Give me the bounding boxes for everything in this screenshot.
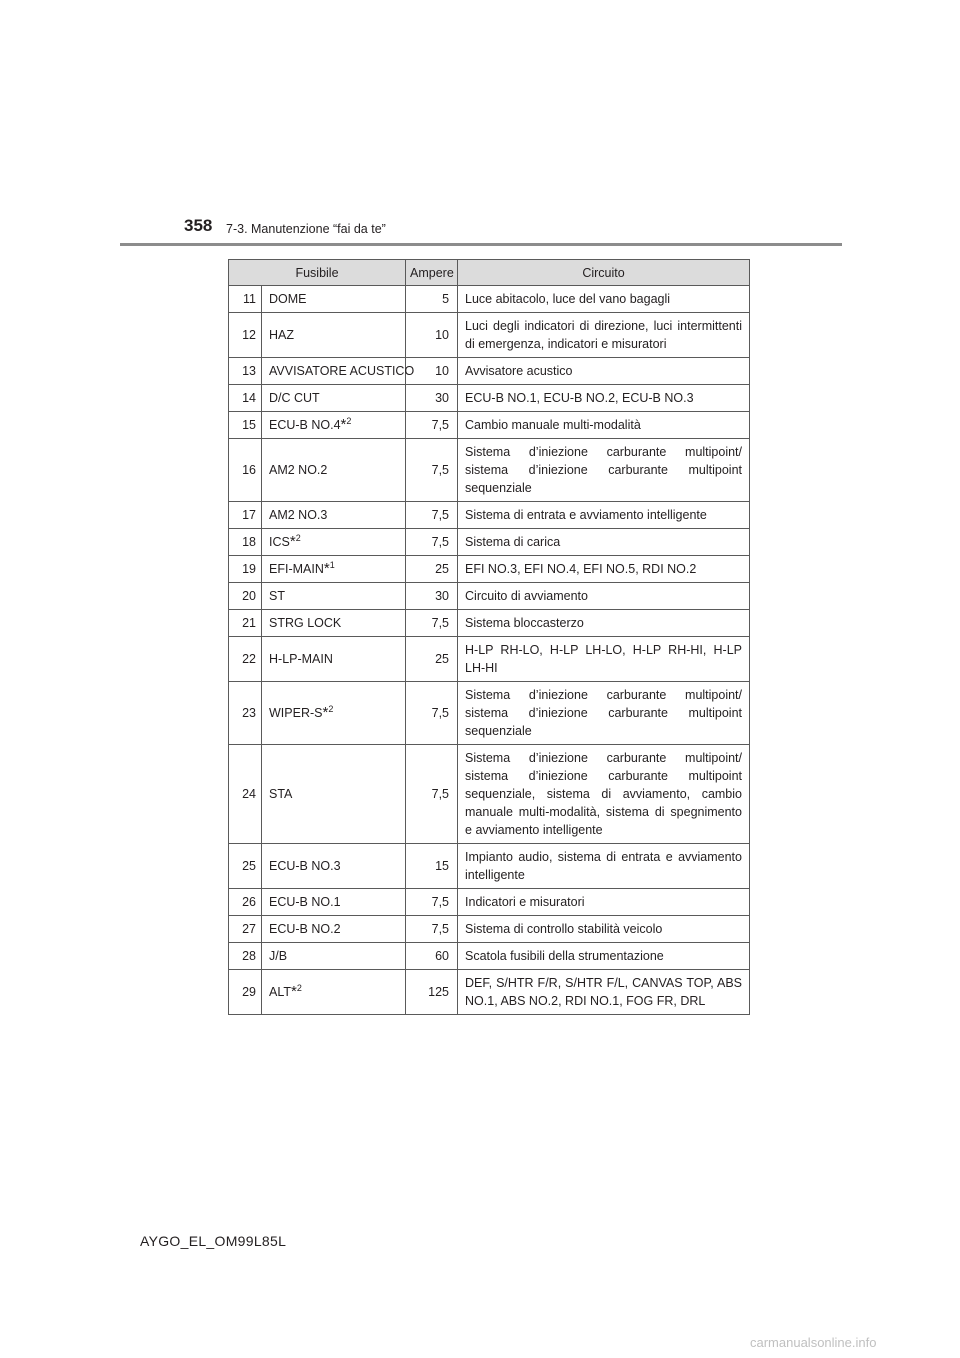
- fuse-ampere: 10: [406, 358, 458, 385]
- fuse-circuit: EFI NO.3, EFI NO.4, EFI NO.5, RDI NO.2: [458, 556, 750, 583]
- table-row: [229, 556, 750, 583]
- fuse-ampere: 25: [406, 556, 458, 583]
- page-number: 358: [184, 216, 213, 235]
- table-row: [229, 970, 750, 1015]
- fuse-name: DOME: [269, 292, 307, 306]
- fuse-name: STA: [269, 787, 293, 801]
- fuse-name-cell: [262, 583, 406, 610]
- fuse-number: 28: [229, 943, 262, 970]
- fuse-ampere: 30: [406, 583, 458, 610]
- table-row: [229, 529, 750, 556]
- fuse-circuit: Impianto audio, sistema di entrata e avviamento intelligente: [458, 844, 750, 889]
- fuse-ampere: 10: [406, 313, 458, 358]
- table-row: [229, 637, 750, 682]
- fuse-ampere: 60: [406, 943, 458, 970]
- fuse-name: ECU-B NO.4: [269, 418, 341, 432]
- fuse-name: ALT: [269, 985, 291, 999]
- table-row: [229, 583, 750, 610]
- fuse-ampere: 7,5: [406, 529, 458, 556]
- fuse-number: 16: [229, 439, 262, 502]
- fuse-circuit: Indicatori e misuratori: [458, 889, 750, 916]
- fuse-name-cell: [262, 970, 406, 1015]
- fuse-number: 11: [229, 286, 262, 313]
- table-row: [229, 313, 750, 358]
- fuse-name: AM2 NO.3: [269, 508, 328, 522]
- table-row: [229, 889, 750, 916]
- table-header-row: [229, 260, 750, 286]
- fuse-circuit: Sistema d’iniezione carburante multipoint/ sistema d’iniezione carburante multipoint sequenziale: [458, 682, 750, 745]
- fuse-ampere: 7,5: [406, 610, 458, 637]
- table-body: [229, 286, 750, 1015]
- fuse-name: J/B: [269, 949, 288, 963]
- table-row: [229, 439, 750, 502]
- fuse-name-cell: [262, 502, 406, 529]
- fuse-circuit: Luce abitacolo, luce del vano bagagli: [458, 286, 750, 313]
- fuse-ampere: 15: [406, 844, 458, 889]
- fuse-ampere: 7,5: [406, 889, 458, 916]
- header-ampere: Ampere: [406, 260, 458, 286]
- fuse-circuit: Sistema d’iniezione carburante multipoint/ sistema d’iniezione carburante multipoint sequenziale, sistema di avviamento, cambio manuale multi-modalità, sistema di spegnimento e avviamento intelligente: [458, 745, 750, 844]
- fuse-circuit: H-LP RH-LO, H-LP LH-LO, H-LP RH-HI, H-LP LH-HI: [458, 637, 750, 682]
- fuse-name-cell: [262, 385, 406, 412]
- fuse-circuit: Sistema di entrata e avviamento intelligente: [458, 502, 750, 529]
- fuse-name-cell: [262, 556, 406, 583]
- fuse-name: ICS: [269, 535, 290, 549]
- fuse-number: 15: [229, 412, 262, 439]
- document-code: AYGO_EL_OM99L85L: [140, 1233, 287, 1249]
- fuse-number: 12: [229, 313, 262, 358]
- fuse-number: 25: [229, 844, 262, 889]
- fuse-circuit: Sistema bloccasterzo: [458, 610, 750, 637]
- fuse-circuit: Sistema di controllo stabilità veicolo: [458, 916, 750, 943]
- table-row: [229, 943, 750, 970]
- fuse-circuit: Avvisatore acustico: [458, 358, 750, 385]
- fuse-ampere: 7,5: [406, 745, 458, 844]
- footnote-star: *: [323, 560, 330, 577]
- fuse-circuit: Sistema d’iniezione carburante multipoint/ sistema d’iniezione carburante multipoint sequenziale: [458, 439, 750, 502]
- fuse-name: D/C CUT: [269, 391, 320, 405]
- fuse-number: 27: [229, 916, 262, 943]
- fuse-ampere: 7,5: [406, 412, 458, 439]
- fuse-ampere: 30: [406, 385, 458, 412]
- fuse-name-cell: [262, 412, 406, 439]
- fuse-name: STRG LOCK: [269, 616, 342, 630]
- fuse-number: 26: [229, 889, 262, 916]
- footnote-ref: 2: [346, 415, 352, 426]
- fuse-name-cell: [262, 286, 406, 313]
- fuse-name-cell: [262, 943, 406, 970]
- fuse-name: HAZ: [269, 328, 294, 342]
- fuse-circuit: Luci degli indicatori di direzione, luci intermittenti di emergenza, indicatori e misuratori: [458, 313, 750, 358]
- header-rule: [120, 243, 842, 246]
- fuse-ampere: 7,5: [406, 916, 458, 943]
- fuse-table: [228, 259, 750, 1015]
- fuse-name-cell: [262, 358, 415, 385]
- table-row: [229, 682, 750, 745]
- fuse-ampere: 7,5: [406, 682, 458, 745]
- fuse-circuit: Circuito di avviamento: [458, 583, 750, 610]
- table-row: [229, 610, 750, 637]
- table-row: [229, 745, 750, 844]
- fuse-name-cell: [262, 745, 406, 844]
- fuse-number: 23: [229, 682, 262, 745]
- fuse-name: ECU-B NO.1: [269, 895, 341, 909]
- fuse-name: ST: [269, 589, 285, 603]
- footnote-star: *: [289, 533, 296, 550]
- fuse-ampere: 25: [406, 637, 458, 682]
- table-row: [229, 286, 750, 313]
- footnote-ref: 2: [296, 982, 302, 993]
- table-row: [229, 844, 750, 889]
- fuse-number: 13: [229, 358, 262, 385]
- footnote-star: *: [291, 983, 297, 1000]
- footnote-ref: 1: [329, 559, 335, 570]
- fuse-number: 24: [229, 745, 262, 844]
- header-fusibile: Fusibile: [229, 260, 406, 286]
- fuse-number: 14: [229, 385, 262, 412]
- fuse-name: ECU-B NO.2: [269, 922, 341, 936]
- fuse-name-cell: [262, 889, 406, 916]
- fuse-name-cell: [262, 529, 406, 556]
- fuse-name-cell: [262, 682, 406, 745]
- fuse-name: EFI-MAIN: [269, 562, 324, 576]
- fuse-number: 20: [229, 583, 262, 610]
- fuse-ampere: 5: [406, 286, 458, 313]
- fuse-number: 29: [229, 970, 262, 1015]
- fuse-number: 19: [229, 556, 262, 583]
- fuse-name-cell: [262, 637, 406, 682]
- fuse-name: AM2 NO.2: [269, 463, 328, 477]
- fuse-number: 18: [229, 529, 262, 556]
- fuse-name-cell: [262, 610, 406, 637]
- watermark: carmanualsonline.info: [750, 1335, 877, 1350]
- table-row: [229, 385, 750, 412]
- fuse-number: 22: [229, 637, 262, 682]
- section-title: 7-3. Manutenzione “fai da te”: [226, 222, 386, 236]
- fuse-number: 21: [229, 610, 262, 637]
- fuse-ampere: 7,5: [406, 439, 458, 502]
- table-row: [229, 502, 750, 529]
- table-row: [229, 358, 750, 385]
- footnote-ref: 2: [328, 703, 334, 714]
- fuse-circuit: Scatola fusibili della strumentazione: [458, 943, 750, 970]
- fuse-name-cell: [262, 844, 406, 889]
- fuse-circuit: Cambio manuale multi-modalità: [458, 412, 750, 439]
- fuse-circuit: Sistema di carica: [458, 529, 750, 556]
- fuse-name-cell: [262, 313, 406, 358]
- fuse-ampere: 125: [406, 970, 458, 1015]
- fuse-name: ECU-B NO.3: [269, 859, 341, 873]
- footnote-star: *: [322, 704, 329, 721]
- footnote-star: *: [340, 416, 347, 433]
- table-row: [229, 916, 750, 943]
- fuse-name-cell: [262, 916, 406, 943]
- fuse-name: AVVISATORE ACUSTICO: [269, 364, 415, 378]
- fuse-name: H-LP-MAIN: [269, 652, 333, 666]
- header-circuito: Circuito: [458, 260, 750, 286]
- fuse-circuit: DEF, S/HTR F/R, S/HTR F/L, CANVAS TOP, ABS NO.1, ABS NO.2, RDI NO.1, FOG FR, DRL: [458, 970, 750, 1015]
- fuse-number: 17: [229, 502, 262, 529]
- footnote-ref: 2: [295, 532, 301, 543]
- fuse-ampere: 7,5: [406, 502, 458, 529]
- fuse-circuit: ECU-B NO.1, ECU-B NO.2, ECU-B NO.3: [458, 385, 750, 412]
- fuse-name-cell: [262, 439, 406, 502]
- table-row: [229, 412, 750, 439]
- fuse-name: WIPER-S: [269, 706, 323, 720]
